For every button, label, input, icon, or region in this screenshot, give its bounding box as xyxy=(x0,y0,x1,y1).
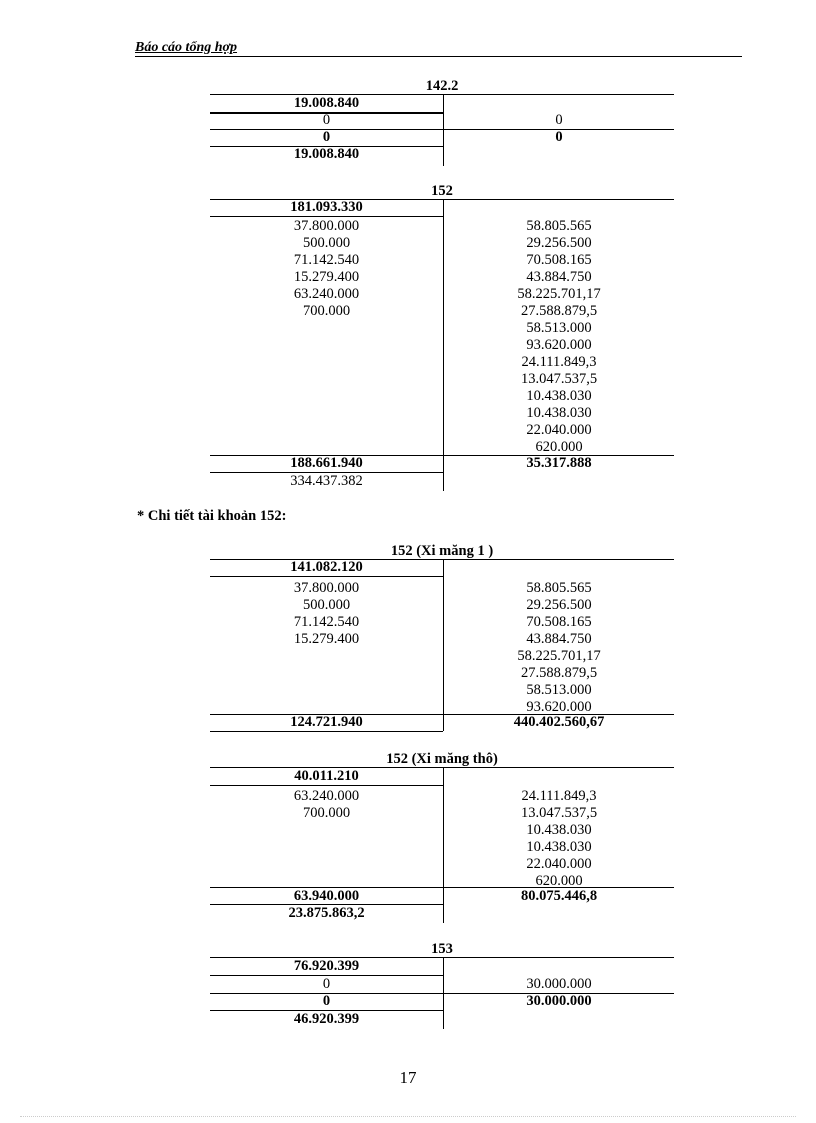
total-credit: 30.000.000 xyxy=(526,993,592,1009)
credit-entry: 29.256.500 xyxy=(526,235,592,251)
header-text: Báo cáo tổng hợp xyxy=(135,40,238,55)
credit-entry: 70.508.165 xyxy=(526,252,592,268)
opening-balance: 181.093.330 xyxy=(290,199,363,215)
debit-entry: 500.000 xyxy=(302,235,351,251)
total-debit: 124.721.940 xyxy=(290,714,363,730)
account-title: 152 (Xi măng thô) xyxy=(386,751,498,767)
credit-entry: 10.438.030 xyxy=(526,388,592,404)
page-header xyxy=(135,38,742,57)
credit-entry: 43.884.750 xyxy=(526,631,592,647)
closing-balance: 19.008.840 xyxy=(293,146,360,162)
total-debit: 63.940.000 xyxy=(293,888,360,904)
t-account-152-ximang1 xyxy=(210,543,674,738)
total-credit: 80.075.446,8 xyxy=(520,888,598,904)
credit-entry: 22.040.000 xyxy=(526,856,592,872)
opening-balance: 40.011.210 xyxy=(294,768,359,784)
page-number: 17 xyxy=(399,1068,417,1087)
debit-entry: 37.800.000 xyxy=(293,218,360,234)
credit-entry: 93.620.000 xyxy=(526,699,592,715)
credit-entry: 30.000.000 xyxy=(526,976,592,992)
detail-heading: * Chi tiết tài khoản 152: xyxy=(137,508,287,524)
credit-entry: 93.620.000 xyxy=(526,337,592,353)
debit-entry: 15.279.400 xyxy=(293,631,360,647)
t-account-1422 xyxy=(210,78,674,166)
credit-entry: 58.513.000 xyxy=(526,682,592,698)
closing-balance: 46.920.399 xyxy=(293,1011,360,1027)
credit-entry: 620.000 xyxy=(535,439,583,455)
total-credit: 0 xyxy=(555,129,563,145)
account-title: 152 (Xi măng 1 ) xyxy=(390,543,494,559)
credit-entry: 13.047.537,5 xyxy=(520,371,598,387)
credit-entry: 10.438.030 xyxy=(526,839,592,855)
total-debit: 188.661.940 xyxy=(290,455,363,471)
debit-entry: 63.240.000 xyxy=(293,286,360,302)
total-credit: 35.317.888 xyxy=(526,455,592,471)
credit-entry: 0 xyxy=(555,112,563,128)
credit-entry: 29.256.500 xyxy=(526,597,592,613)
credit-entry: 43.884.750 xyxy=(526,269,592,285)
credit-entry: 13.047.537,5 xyxy=(520,805,598,821)
total-debit: 0 xyxy=(322,129,331,145)
credit-entry: 22.040.000 xyxy=(526,422,592,438)
credit-entry: 10.438.030 xyxy=(526,405,592,421)
divider xyxy=(210,731,443,732)
debit-entry: 71.142.540 xyxy=(293,252,360,268)
opening-balance: 76.920.399 xyxy=(293,958,360,974)
debit-entry: 700.000 xyxy=(302,303,351,319)
divider xyxy=(210,785,443,786)
debit-entry: 0 xyxy=(322,976,331,992)
debit-entry: 15.279.400 xyxy=(293,269,360,285)
credit-entry: 58.805.565 xyxy=(526,580,592,596)
opening-balance: 19.008.840 xyxy=(293,95,360,111)
t-account-153 xyxy=(210,941,674,1033)
credit-entry: 70.508.165 xyxy=(526,614,592,630)
credit-entry: 620.000 xyxy=(535,873,583,889)
debit-entry: 700.000 xyxy=(302,805,351,821)
debit-entry: 0 xyxy=(322,112,331,128)
credit-entry: 24.111.849,3 xyxy=(521,354,597,370)
divider xyxy=(210,216,443,217)
credit-entry: 58.225.701,17 xyxy=(517,648,601,664)
credit-entry: 58.513.000 xyxy=(526,320,592,336)
footer-divider xyxy=(20,1116,796,1117)
debit-entry: 63.240.000 xyxy=(293,788,360,804)
debit-entry: 500.000 xyxy=(302,597,351,613)
divider xyxy=(210,576,443,577)
debit-entry: 71.142.540 xyxy=(293,614,360,630)
account-title: 152 xyxy=(431,183,453,199)
debit-entry: 37.800.000 xyxy=(293,580,360,596)
closing-balance: 23.875.863,2 xyxy=(288,905,365,921)
opening-balance: 141.082.120 xyxy=(290,559,363,575)
credit-entry: 27.588.879,5 xyxy=(520,665,598,681)
credit-entry: 24.111.849,3 xyxy=(521,788,597,804)
total-credit: 440.402.560,67 xyxy=(513,714,605,730)
t-account-152-ximangtho xyxy=(210,751,674,931)
total-debit: 0 xyxy=(322,993,331,1009)
account-title: 153 xyxy=(431,941,453,957)
credit-entry: 58.805.565 xyxy=(526,218,592,234)
credit-entry: 27.588.879,5 xyxy=(520,303,598,319)
credit-entry: 58.225.701,17 xyxy=(517,286,601,302)
t-account-152 xyxy=(210,183,674,493)
account-title: 142.2 xyxy=(425,78,459,94)
closing-balance: 334.437.382 xyxy=(290,473,363,489)
credit-entry: 10.438.030 xyxy=(526,822,592,838)
